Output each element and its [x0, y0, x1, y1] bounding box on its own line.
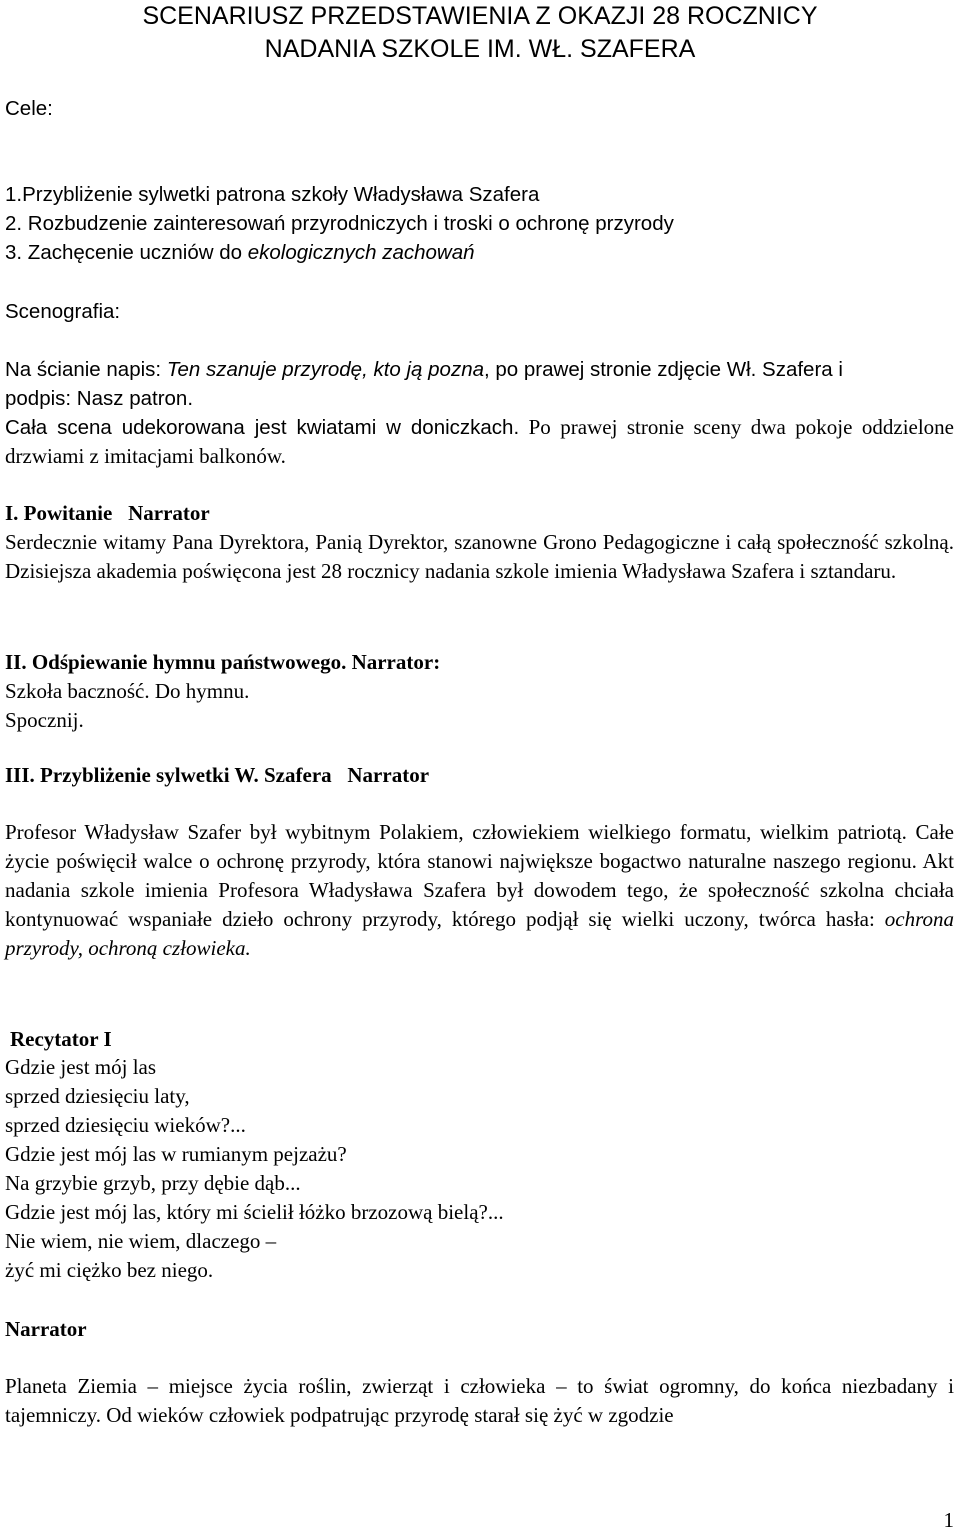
section-welcome — [5, 499, 954, 586]
title-line-1: SCENARIUSZ PRZEDSTAWIENIA Z OKAZJI 28 ROCZNICY — [142, 2, 818, 30]
poem-line: Na grzybie grzyb, przy dębie dąb... — [5, 1171, 301, 1195]
page-number: 1 — [943, 1508, 954, 1532]
section-heading: III. Przybliżenie sylwetki W. Szafera Narrator — [5, 763, 430, 787]
poem-line: sprzed dziesięciu laty, — [5, 1084, 190, 1108]
stage-description — [5, 413, 954, 471]
poem-line: Gdzie jest mój las — [5, 1055, 157, 1079]
title-line-2: NADANIA SZKOLE IM. WŁ. SZAFERA — [264, 35, 696, 63]
recytator-label: Recytator I — [10, 1027, 112, 1051]
closing-paragraph: Planeta Ziemia – miejsce życia roślin, zwierząt i człowieka – to świat ogromny, do końca niezbadany i tajemniczy. Od wieków człowiek podpatrując przyrodę starał się żyć w zgodzie — [5, 1374, 954, 1427]
section-heading: II. Odśpiewanie hymnu państwowego. Narrator: — [5, 650, 441, 674]
document-title — [0, 0, 960, 66]
narrator-label: Narrator — [5, 1317, 87, 1341]
welcome-text-1: Serdecznie witamy Pana Dyrektora, Panią Dyrektor, szanowne Grono Pedagogiczne i całą społeczność szkolną. — [5, 530, 954, 554]
cele-label: Cele: — [5, 97, 53, 120]
anthem-line: Spocznij. — [5, 708, 84, 732]
goal-3-italic: ekologicznych zachowań — [247, 241, 475, 264]
scenografia-label: Scenografia: — [5, 300, 121, 323]
stage-text-b: Po prawej stronie sceny dwa pokoje oddzielone drzwiami z imitacjami balkonów. — [5, 415, 955, 468]
wall-suffix: , po prawej stronie zdjęcie Wł. Szafera i — [484, 358, 843, 381]
poem-line: Nie wiem, nie wiem, dlaczego – — [5, 1229, 277, 1253]
poem-line: żyć mi ciężko bez niego. — [5, 1258, 214, 1282]
poem-line: Gdzie jest mój las, który mi ścielił łóżko brzozową bielą?... — [5, 1200, 504, 1224]
wall-prefix: Na ścianie napis: — [5, 358, 167, 381]
poem — [5, 1053, 954, 1285]
wall-line-2: podpis: Nasz patron. — [5, 387, 194, 410]
patron-slogan: ochrona przyrody, ochroną człowieka. — [5, 907, 954, 960]
patron-text: Profesor Władysław Szafer był wybitnym Polakiem, człowiekiem wielkiego formatu, wielkim patriotą. Całe życie poświęcił walce o ochronę przyrody, która stanowi największe bogactwo naturalne naszego regionu. Akt nadania szkole imienia Profesora Władysława Szafera był dowodem tego, że społeczność szkolna chciała kontynuować wspaniałe dzieło ochrony przyrody, którego podjął się wielki uczony, twórca hasła: — [5, 820, 954, 931]
goals-list — [5, 180, 954, 267]
stage-text-a: Cała scena udekorowana jest kwiatami w doniczkach. — [5, 416, 520, 439]
goal-item: 2. Rozbudzenie zainteresowań przyrodniczych i troski o ochronę przyrody — [5, 212, 674, 235]
wall-description — [5, 355, 954, 413]
poem-line: sprzed dziesięciu wieków?... — [5, 1113, 246, 1137]
poem-line: Gdzie jest mój las w rumianym pejzażu? — [5, 1142, 347, 1166]
goal-item: 1.Przybliżenie sylwetki patrona szkoły Władysława Szafera — [5, 183, 540, 206]
goal-item — [5, 238, 954, 267]
section-anthem — [5, 648, 954, 735]
anthem-line: Szkoła baczność. Do hymnu. — [5, 679, 250, 703]
goal-3-text: 3. Zachęcenie uczniów do — [5, 241, 248, 264]
section-heading: I. Powitanie Narrator — [5, 501, 210, 525]
wall-slogan: Ten szanuje przyrodę, kto ją pozna — [166, 358, 485, 381]
patron-paragraph — [5, 818, 954, 963]
welcome-text-2: Dzisiejsza akademia poświęcona jest 28 rocznicy nadania szkole imienia Władysława Szafera i sztandaru. — [5, 559, 897, 583]
section-text — [5, 528, 954, 586]
